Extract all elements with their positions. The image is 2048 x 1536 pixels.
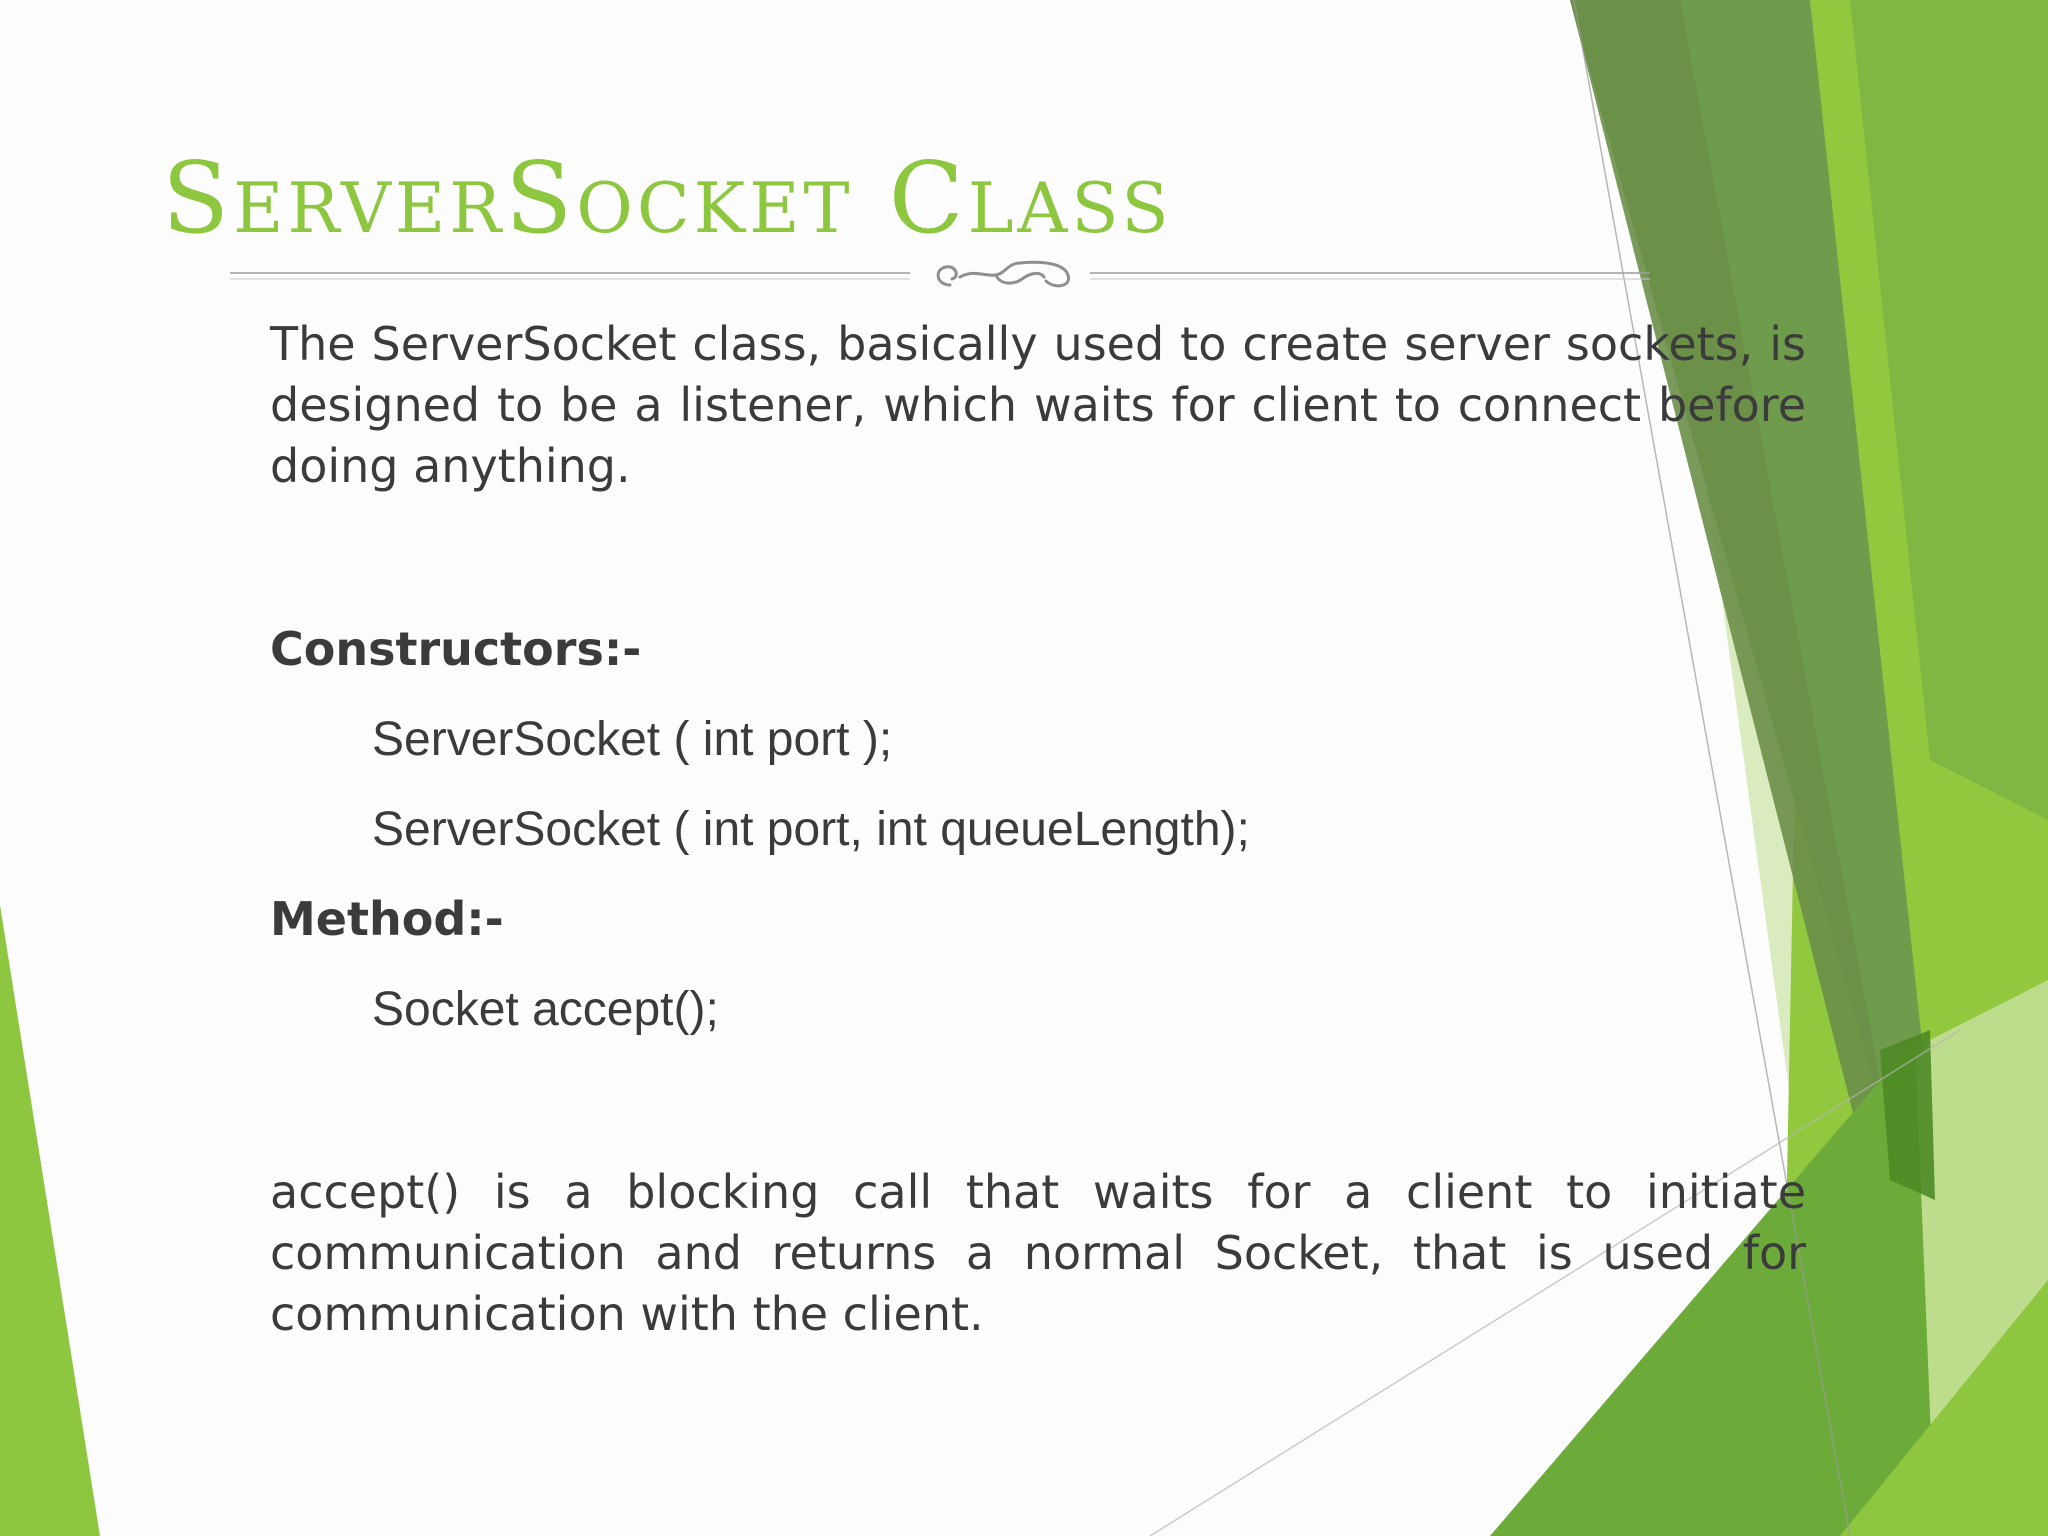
bg-facet-left — [0, 905, 100, 1536]
constructor-signature-2: ServerSocket ( int port, int queueLength); — [372, 803, 1250, 856]
intro-paragraph: The ServerSocket class, basically used to create server sockets, is designed to be a listener, which waits for client to connect before doing anything. — [270, 317, 1806, 493]
title-divider-ornament — [230, 255, 1650, 297]
closing-paragraph: accept() is a blocking call that waits for a client to initiate communication and returns a normal Socket, that is used for communication with the client. — [270, 1165, 1806, 1341]
method-signature-1: Socket accept(); — [372, 983, 719, 1036]
scroll-ornament-icon — [938, 262, 1068, 285]
constructor-signature-1: ServerSocket ( int port ); — [372, 713, 893, 766]
constructors-heading: Constructors:- — [270, 622, 642, 676]
slide-title: ServerSocket Class — [162, 142, 1173, 256]
slide-body — [270, 314, 1806, 1345]
method-heading: Method:- — [270, 892, 504, 946]
